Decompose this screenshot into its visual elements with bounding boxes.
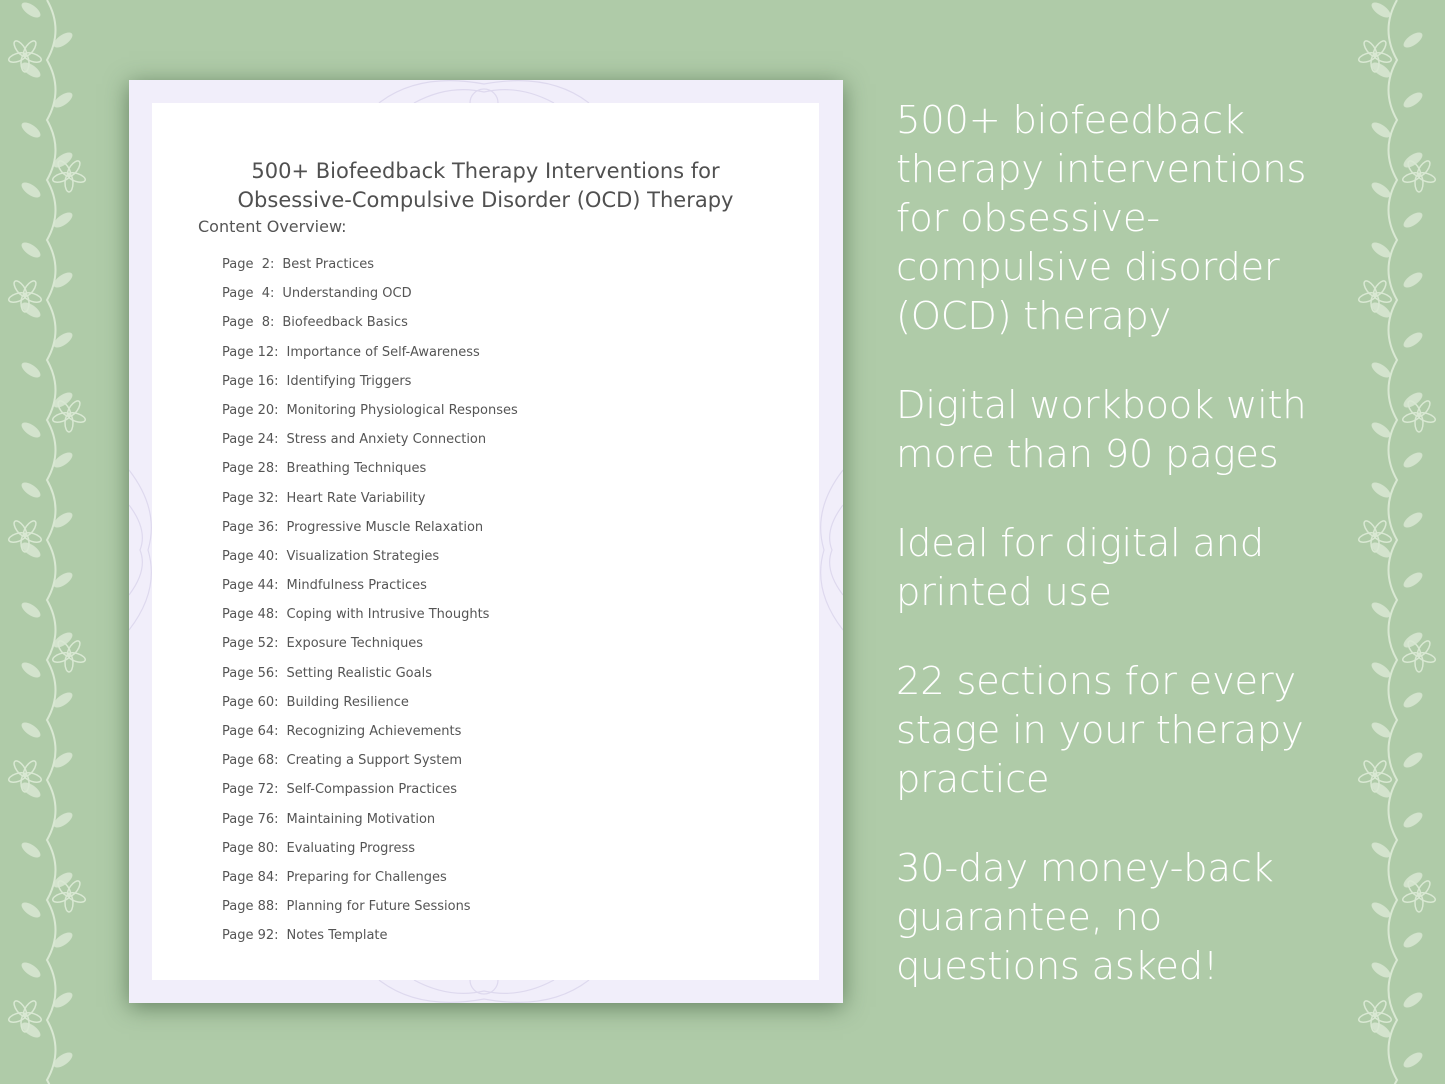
toc-page-number: Page 4: [222, 286, 275, 302]
toc-page-number: Page 2: [222, 257, 275, 272]
feature-line: Ideal for digital and [896, 521, 1264, 566]
toc-section-title: Stress and Anxiety Connection [286, 432, 487, 448]
toc-section-title: Importance of Self-Awareness [286, 344, 480, 360]
toc-page-number: Page 80: [222, 840, 279, 856]
toc-entry [222, 751, 518, 780]
toc-section-title: Building Resilience [286, 694, 409, 710]
toc-page-number: Page 16: [222, 373, 279, 389]
toc-page-number: Page 60: [222, 694, 279, 710]
toc-page-number: Page 84: [222, 869, 279, 885]
toc-entry [222, 634, 518, 663]
content-overview-label: Content Overview: [198, 217, 347, 236]
toc-section-title: Recognizing Achievements [286, 724, 462, 739]
toc-entry [222, 810, 518, 839]
toc-entry [222, 430, 518, 459]
floral-vine-border-left-icon [0, 0, 95, 1084]
feature-line: guarantee, no [896, 895, 1162, 940]
document-title [152, 157, 819, 215]
toc-entry [222, 605, 518, 634]
toc-page-number: Page 44: [222, 578, 279, 594]
toc-page-number: Page 72: [222, 782, 279, 798]
toc-entry [222, 897, 518, 926]
feature-line: stage in your therapy [896, 708, 1304, 753]
toc-entry [222, 459, 518, 488]
toc-entry [222, 693, 518, 722]
feature-line: Digital workbook with [896, 383, 1307, 428]
toc-section-title: Self-Compassion Practices [286, 782, 458, 798]
feature-line: 22 sections for every [896, 659, 1296, 704]
feature-text [896, 96, 1356, 341]
table-of-contents [222, 255, 518, 956]
toc-page-number: Page 68: [222, 753, 279, 769]
toc-page-number: Page 12: [222, 344, 279, 360]
toc-section-title: Creating a Support System [286, 753, 463, 769]
feature-list [896, 96, 1356, 1031]
feature-line: 500+ biofeedback [896, 98, 1245, 143]
document-title-line: 500+ Biofeedback Therapy Interventions for [251, 159, 720, 183]
toc-section-title: Best Practices [282, 257, 375, 272]
toc-entry [222, 547, 518, 576]
toc-page-number: Page 52: [222, 636, 279, 652]
feature-line: compulsive disorder [896, 245, 1280, 290]
toc-entry [222, 372, 518, 401]
mandala-ornament-icon [359, 80, 609, 103]
feature-text [896, 381, 1356, 479]
toc-section-title: Identifying Triggers [286, 373, 412, 389]
toc-entry [222, 255, 518, 284]
toc-entry [222, 722, 518, 751]
toc-entry [222, 926, 518, 955]
toc-entry [222, 284, 518, 313]
mandala-ornament-icon [820, 450, 843, 650]
toc-page-number: Page 24: [222, 432, 279, 448]
toc-section-title: Planning for Future Sessions [286, 899, 471, 915]
toc-entry [222, 780, 518, 809]
toc-entry [222, 664, 518, 693]
toc-entry [222, 489, 518, 518]
feature-line: (OCD) therapy [896, 294, 1172, 339]
workbook-page-preview [129, 80, 843, 1003]
floral-vine-border-right-icon [1350, 0, 1445, 1084]
toc-section-title: Mindfulness Practices [286, 578, 427, 594]
toc-entry [222, 401, 518, 430]
toc-section-title: Heart Rate Variability [286, 490, 426, 506]
feature-text [896, 519, 1356, 617]
page-content [152, 103, 819, 980]
toc-section-title: Exposure Techniques [286, 636, 424, 652]
toc-entry [222, 343, 518, 372]
feature-text [896, 844, 1356, 991]
toc-section-title: Preparing for Challenges [286, 869, 447, 885]
toc-entry [222, 868, 518, 897]
toc-page-number: Page 8: [222, 315, 275, 331]
feature-line: practice [896, 757, 1050, 802]
toc-entry [222, 839, 518, 868]
feature-text [896, 657, 1356, 804]
toc-section-title: Setting Realistic Goals [286, 665, 432, 681]
toc-page-number: Page 20: [222, 402, 279, 418]
toc-page-number: Page 32: [222, 490, 279, 506]
feature-line: 30-day money-back [896, 846, 1274, 891]
feature-line: for obsessive- [896, 196, 1160, 241]
toc-page-number: Page 48: [222, 607, 279, 623]
toc-section-title: Monitoring Physiological Responses [286, 402, 518, 418]
mandala-ornament-icon [129, 450, 152, 650]
toc-section-title: Biofeedback Basics [282, 315, 408, 331]
mandala-ornament-icon [359, 980, 609, 1003]
toc-page-number: Page 36: [222, 519, 279, 535]
toc-entry [222, 313, 518, 342]
toc-page-number: Page 64: [222, 724, 279, 739]
feature-line: therapy interventions [896, 147, 1307, 192]
feature-line: questions asked! [896, 944, 1218, 989]
toc-page-number: Page 88: [222, 899, 279, 915]
toc-section-title: Progressive Muscle Relaxation [286, 519, 484, 535]
toc-section-title: Evaluating Progress [286, 840, 416, 856]
toc-section-title: Visualization Strategies [286, 548, 440, 564]
toc-section-title: Understanding OCD [282, 286, 412, 302]
feature-line: more than 90 pages [896, 432, 1279, 477]
toc-page-number: Page 40: [222, 548, 279, 564]
feature-line: printed use [896, 570, 1112, 615]
toc-entry [222, 518, 518, 547]
toc-page-number: Page 76: [222, 811, 279, 827]
toc-entry [222, 576, 518, 605]
toc-page-number: Page 92: [222, 928, 279, 944]
toc-page-number: Page 28: [222, 461, 279, 477]
toc-section-title: Notes Template [286, 928, 388, 944]
toc-section-title: Breathing Techniques [286, 461, 427, 477]
toc-section-title: Maintaining Motivation [286, 811, 436, 827]
toc-page-number: Page 56: [222, 665, 279, 681]
document-title-line: Obsessive-Compulsive Disorder (OCD) Therapy [237, 188, 734, 212]
toc-section-title: Coping with Intrusive Thoughts [286, 607, 490, 623]
